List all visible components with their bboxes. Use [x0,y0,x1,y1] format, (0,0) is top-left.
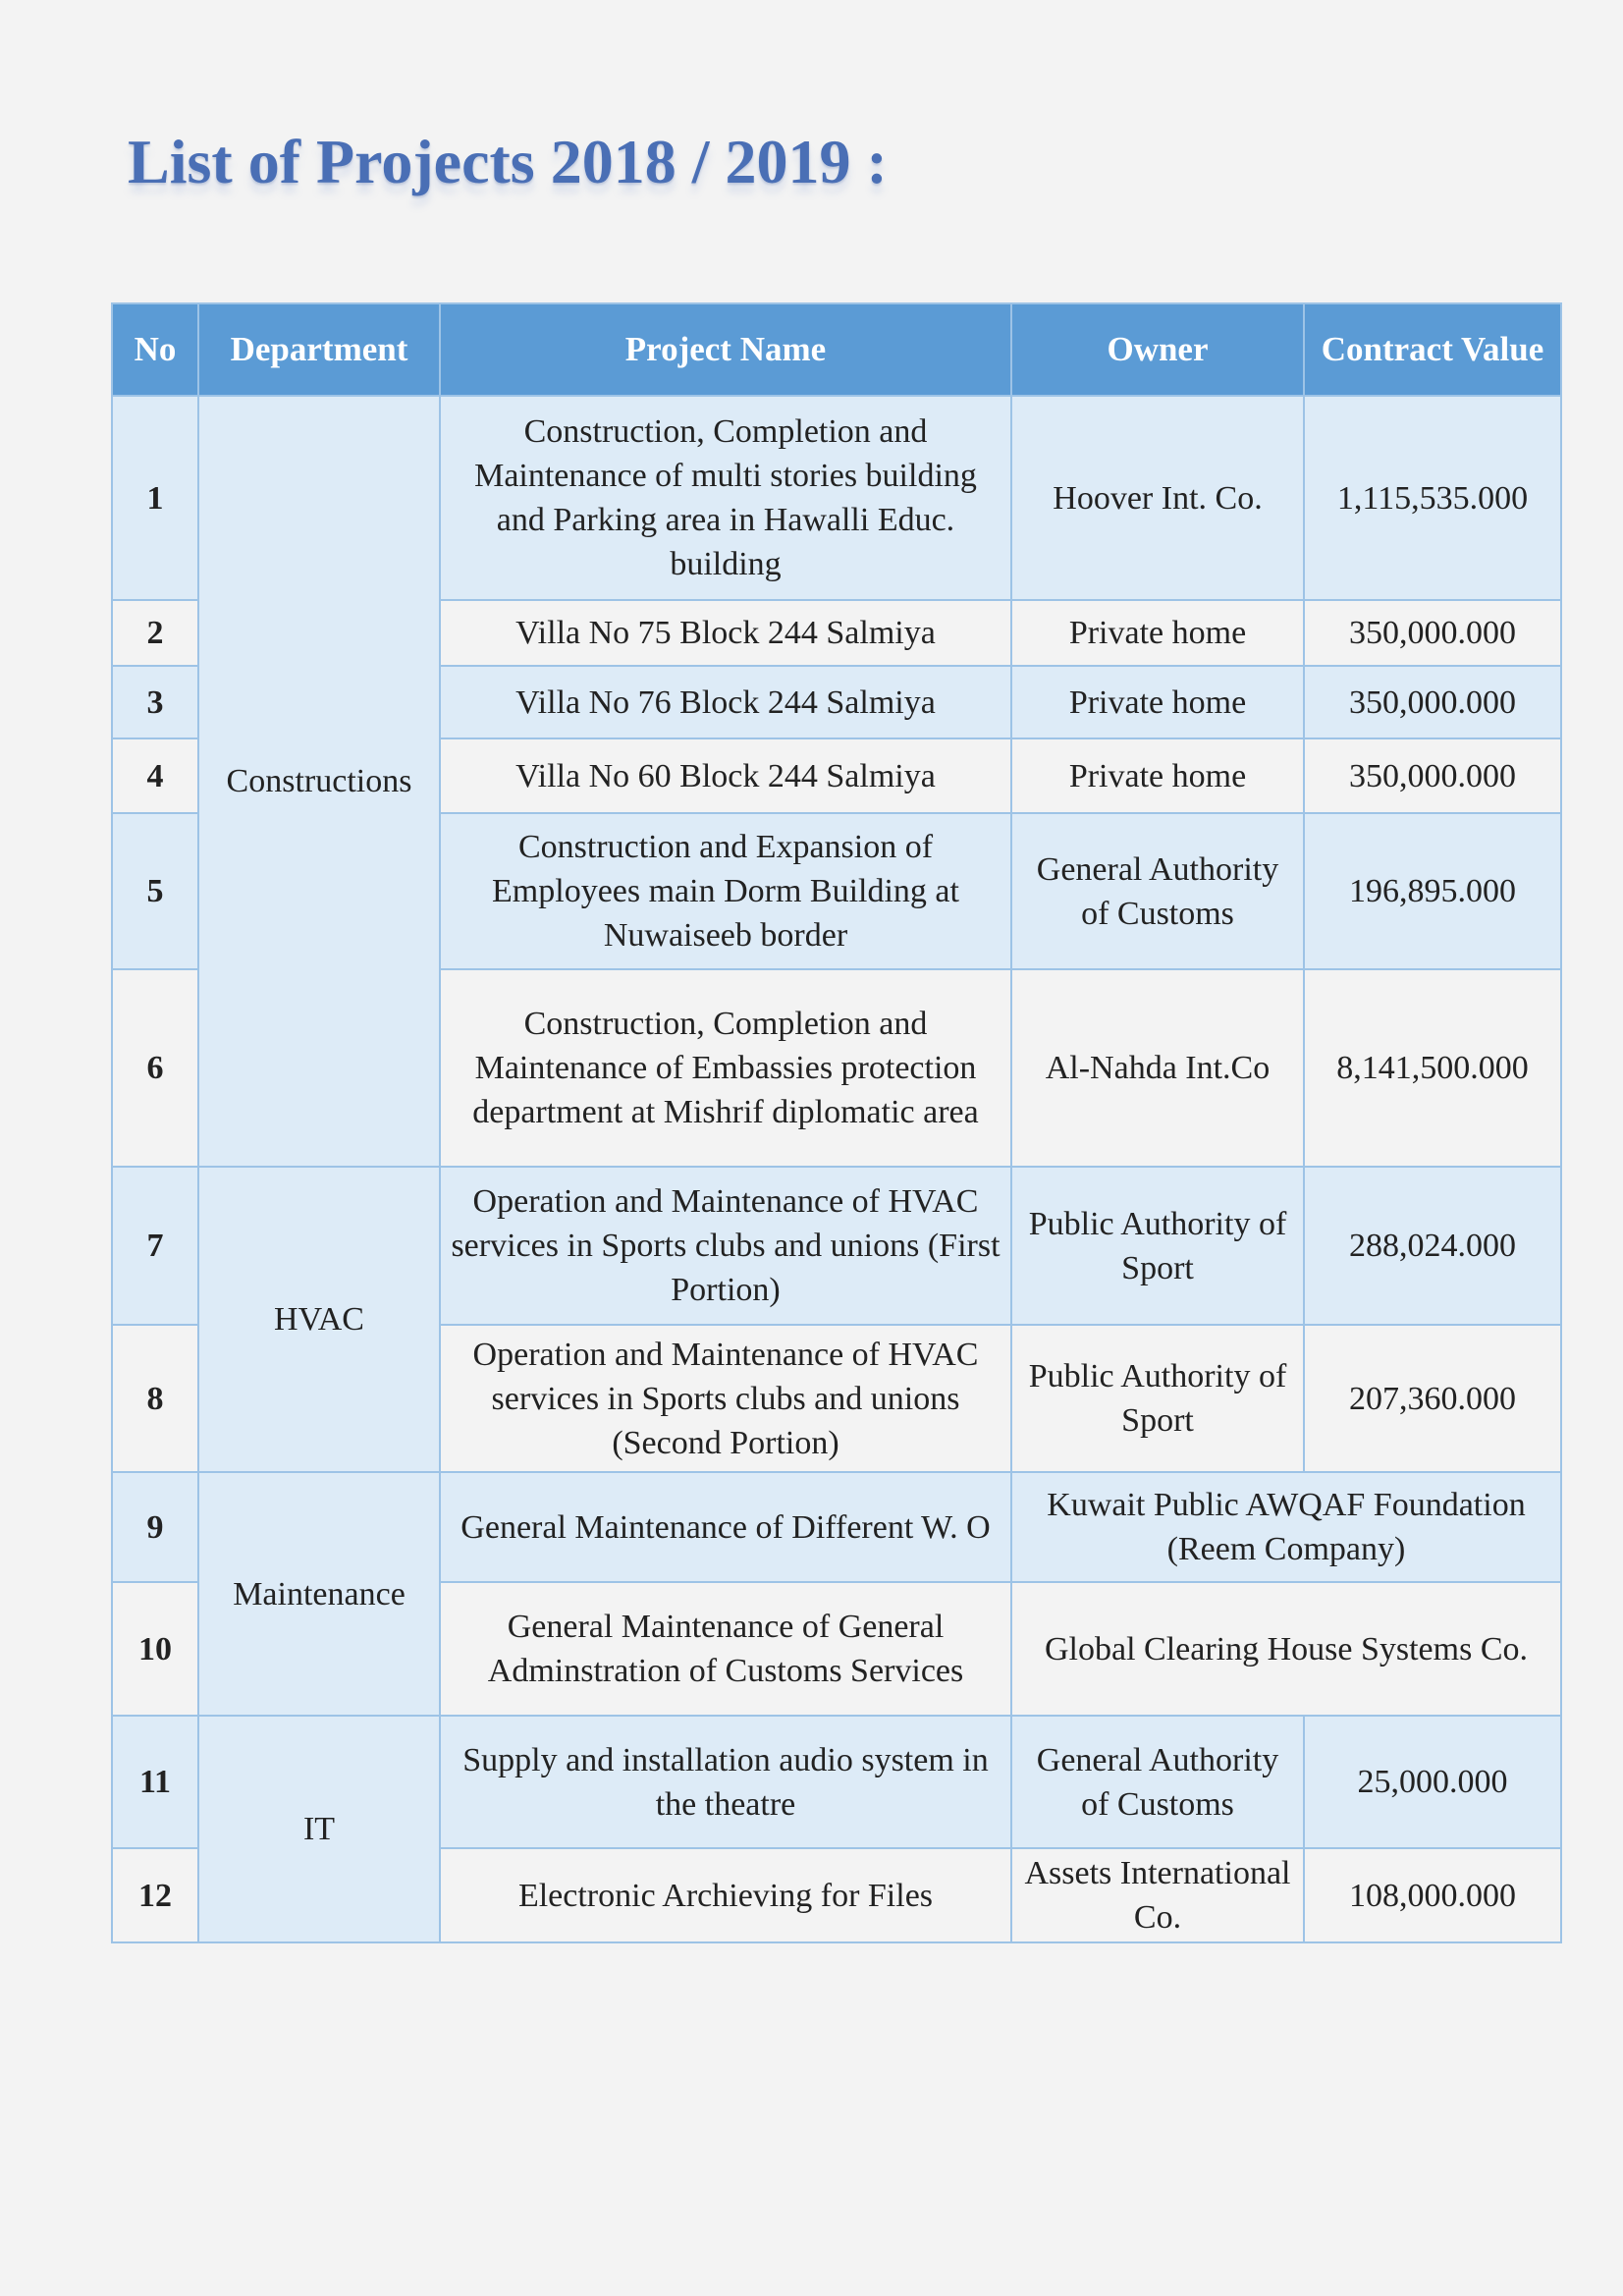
row-no: 9 [112,1472,198,1582]
project-name: Operation and Maintenance of HVAC services in Sports clubs and unions (Second Portion) [440,1325,1011,1472]
row-no: 4 [112,738,198,813]
owner: Public Authority of Sport [1011,1167,1304,1325]
project-name: Villa No 76 Block 244 Salmiya [440,666,1011,738]
page-title: List of Projects 2018 / 2019 : [128,127,888,196]
owner: Global Clearing House Systems Co. [1011,1582,1561,1716]
project-name: Construction, Completion and Maintenance of multi stories building and Parking area in Hawalli Educ. building [440,396,1011,600]
owner: Kuwait Public AWQAF Foundation (Reem Company) [1011,1472,1561,1582]
contract-value: 196,895.000 [1304,813,1561,969]
contract-value: 350,000.000 [1304,600,1561,666]
projects-table [111,302,1562,1943]
department-constructions: Constructions [198,396,440,1167]
row-no: 11 [112,1716,198,1848]
row-no: 1 [112,396,198,600]
department-maintenance: Maintenance [198,1472,440,1716]
table-row [112,1167,1561,1325]
owner: Assets International Co. [1011,1848,1304,1942]
contract-value: 108,000.000 [1304,1848,1561,1942]
owner: Al-Nahda Int.Co [1011,969,1304,1167]
table-row [112,396,1561,600]
contract-value: 350,000.000 [1304,738,1561,813]
project-name: General Maintenance of Different W. O [440,1472,1011,1582]
owner: Hoover Int. Co. [1011,396,1304,600]
project-name: Construction and Expansion of Employees main Dorm Building at Nuwaiseeb border [440,813,1011,969]
project-name: Villa No 75 Block 244 Salmiya [440,600,1011,666]
contract-value: 350,000.000 [1304,666,1561,738]
contract-value: 25,000.000 [1304,1716,1561,1848]
table-row [112,1716,1561,1848]
header-contract-value: Contract Value [1304,303,1561,396]
row-no: 3 [112,666,198,738]
table-row [112,1472,1561,1582]
row-no: 5 [112,813,198,969]
contract-value: 288,024.000 [1304,1167,1561,1325]
header-no: No [112,303,198,396]
row-no: 7 [112,1167,198,1325]
table-header-row [112,303,1561,396]
project-name: Supply and installation audio system in the theatre [440,1716,1011,1848]
row-no: 12 [112,1848,198,1942]
header-owner: Owner [1011,303,1304,396]
row-no: 6 [112,969,198,1167]
owner: Private home [1011,666,1304,738]
project-name: General Maintenance of General Adminstration of Customs Services [440,1582,1011,1716]
owner: General Authority of Customs [1011,813,1304,969]
project-name: Villa No 60 Block 244 Salmiya [440,738,1011,813]
row-no: 8 [112,1325,198,1472]
project-name: Operation and Maintenance of HVAC services in Sports clubs and unions (First Portion) [440,1167,1011,1325]
header-department: Department [198,303,440,396]
department-it: IT [198,1716,440,1942]
owner: Public Authority of Sport [1011,1325,1304,1472]
owner: Private home [1011,738,1304,813]
department-hvac: HVAC [198,1167,440,1472]
header-project-name: Project Name [440,303,1011,396]
row-no: 10 [112,1582,198,1716]
project-name: Electronic Archieving for Files [440,1848,1011,1942]
contract-value: 8,141,500.000 [1304,969,1561,1167]
contract-value: 1,115,535.000 [1304,396,1561,600]
row-no: 2 [112,600,198,666]
owner: General Authority of Customs [1011,1716,1304,1848]
contract-value: 207,360.000 [1304,1325,1561,1472]
project-name: Construction, Completion and Maintenance of Embassies protection department at Mishrif diplomatic area [440,969,1011,1167]
owner: Private home [1011,600,1304,666]
